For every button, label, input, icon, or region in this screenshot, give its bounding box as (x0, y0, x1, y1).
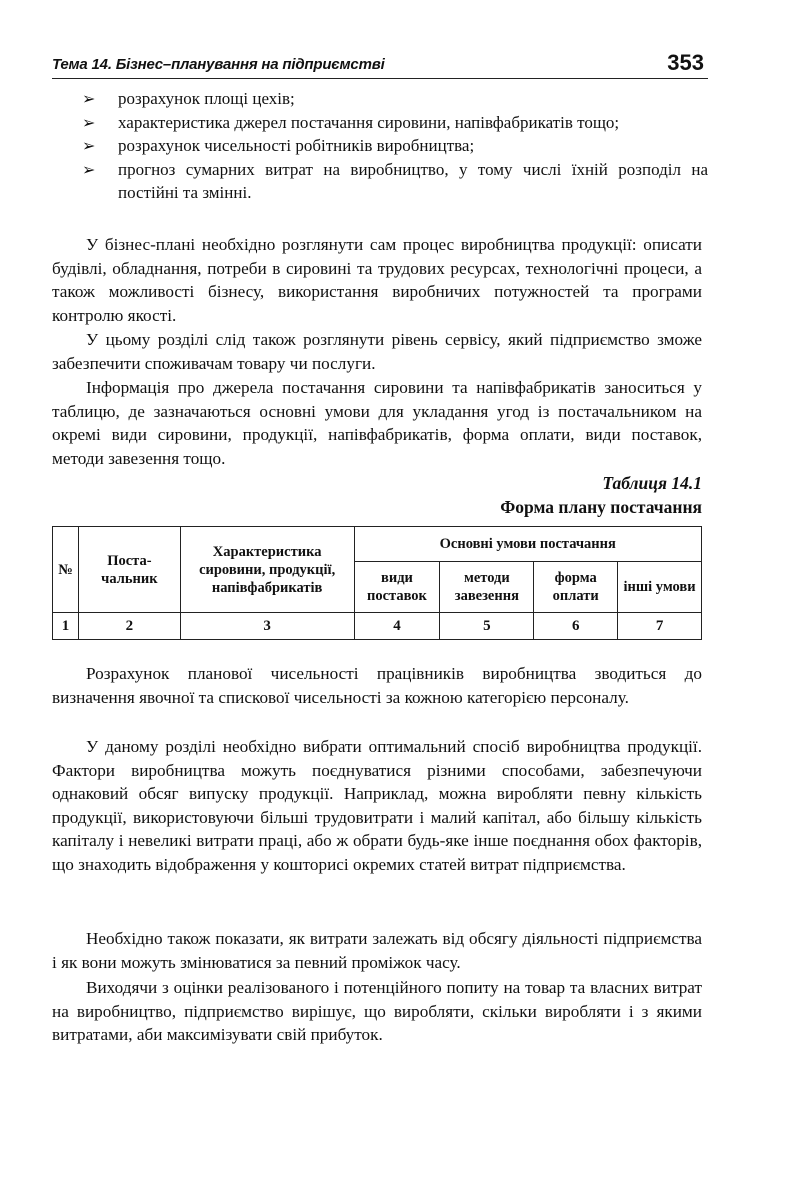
list-item (82, 111, 708, 135)
table-title: Форма плану постачання (500, 497, 702, 517)
column-header-supplier: Поста-чальник (78, 527, 180, 613)
arrow-bullet-icon: ➢ (82, 159, 96, 179)
table-cell: 4 (354, 613, 440, 640)
table-cell: 3 (180, 613, 354, 640)
paragraph: У даному розділі необхідно вибрати оптимальний спосіб виробництва продукції. Фактори виробництва можуть поєднуватися різними способами, забезпечуючи однаковий обсяг випуску продукції. Наприклад, можна виробляти певну кількість продукції, використовуючи більші трудовитрати і малий капітал, або більшу кількість капіталу і невеликі витрати праці, або ж обрати будь-яке інше поєднання обох факторів, що знаходить відображення у кошторисі окремих статей витрат підприємства. (52, 737, 702, 874)
arrow-bullet-icon: ➢ (82, 112, 96, 132)
list-item-text: характеристика джерел постачання сировини, напівфабрикатів тощо; (118, 112, 620, 132)
column-header-no: № (53, 527, 79, 613)
arrow-bullet-icon: ➢ (82, 136, 96, 155)
table-row (53, 613, 702, 640)
table-cell: 1 (53, 613, 79, 640)
paragraph: У бізнес-плані необхідно розглянути сам процес виробництва продукції: описати будівлі, обладнання, потреби в сировині та трудових ресурсах, технологічні процеси, а також можливості бізнесу, використання виробничих потужностей та програми контролю якості. (52, 235, 702, 325)
list-item (82, 87, 708, 111)
paragraph: Необхідно також показати, як витрати залежать від обсягу діяльності підприємства і як вони можуть змінюватися за певний проміжок часу. (52, 929, 702, 972)
supply-plan-table (52, 526, 702, 640)
list-item-text: розрахунок площі цехів; (118, 89, 295, 108)
column-group-header: Основні умови постачання (354, 527, 702, 562)
list-item (82, 134, 708, 158)
table-cell: 5 (440, 613, 534, 640)
paragraph: Виходячи з оцінки реалізованого і потенційного попиту на товар та власних витрат на виробництво, підприємство вирішує, що виробляти, скільки виробляти і з якими витратами, аби максимізувати свій прибуток. (52, 978, 702, 1044)
column-header-payment-form: форма оплати (534, 562, 618, 613)
table-cell: 2 (78, 613, 180, 640)
table-number: Таблиця 14.1 (602, 473, 702, 493)
arrow-bullet-icon: ➢ (82, 89, 96, 108)
column-header-delivery-methods: методи завезення (440, 562, 534, 613)
running-header (52, 50, 708, 80)
table-cell: 6 (534, 613, 618, 640)
list-item-text: прогноз сумарних витрат на виробництво, у тому числі їхній розподіл на постійні та змінні. (118, 159, 708, 202)
paragraph: Розрахунок планової чисельності працівників виробництва зводиться до визначення явочної та спискової чисельності за кожною категорією персоналу. (52, 664, 702, 707)
paragraph: Інформація про джерела постачання сировини та напівфабрикатів заноситься у таблицю, де зазначаються основні умови для укладання угод із постачальником на окремі види сировини, продукції, напівфабрикатів, форма оплати, види поставок, методи завезення тощо. (52, 378, 702, 468)
header-rule (52, 78, 708, 79)
bullet-list (82, 87, 708, 205)
chapter-title: Тема 14. Бізнес–планування на підприємстві (52, 56, 385, 73)
list-item (82, 158, 708, 205)
table-cell: 7 (618, 613, 702, 640)
paragraph: У цьому розділі слід також розглянути рівень сервісу, який підприємство зможе забезпечити споживачам товару чи послуги. (52, 330, 702, 373)
page-number: 353 (667, 50, 704, 75)
column-header-other-terms: інші умови (618, 562, 702, 613)
column-header-delivery-types: види поставок (354, 562, 440, 613)
column-header-characteristic: Характеристика сировини, продукції, напівфабрикатів (180, 527, 354, 613)
list-item-text: розрахунок чисельності робітників виробництва; (118, 136, 475, 155)
